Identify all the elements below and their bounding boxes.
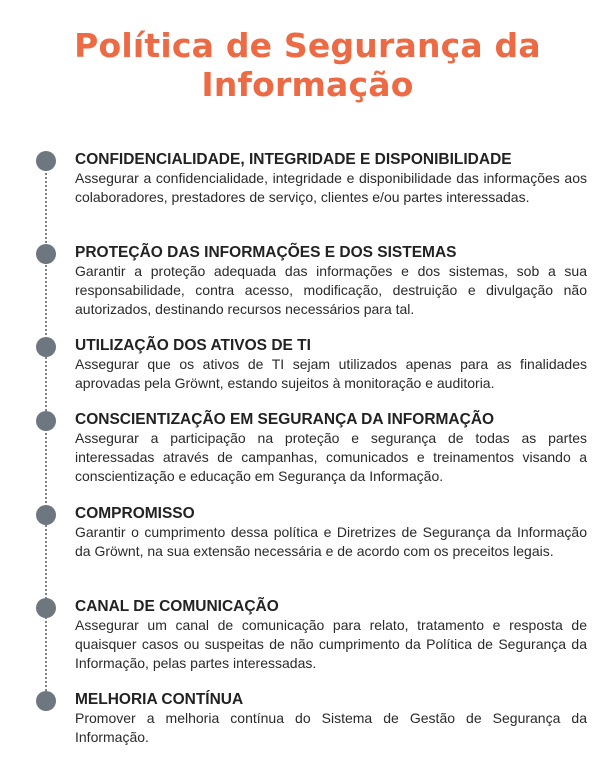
policy-item-heading: CANAL DE COMUNICAÇÃO — [75, 598, 279, 615]
bullet-dot — [36, 691, 56, 711]
bullet-dot — [36, 411, 56, 431]
policy-item-text: Garantir o cumprimento dessa política e Diretrizes de Segurança da Informação da Gröwnt, na sua extensão necessária e de acordo com os preceitos legais. — [75, 524, 587, 559]
page-title-line-2: Informação — [201, 65, 414, 104]
bullet-dot — [36, 244, 56, 264]
policy-item-heading: COMPROMISSO — [75, 505, 195, 522]
page-title-line-1: Política de Segurança da — [74, 26, 541, 65]
policy-item-text: Assegurar um canal de comunicação para relato, tratamento e resposta de quaisquer casos ou suspeitas de não cumprimento da Política de Segurança da Informação, pelas partes interessadas. — [75, 617, 587, 671]
policy-item-text: Promover a melhoria contínua do Sistema de Gestão de Segurança da Informação. — [75, 710, 587, 745]
bullet-dot — [36, 598, 56, 618]
bullet-dot — [36, 505, 56, 525]
bullet-dot — [36, 151, 56, 171]
policy-item-heading: CONSCIENTIZAÇÃO EM SEGURANÇA DA INFORMAÇÃO — [75, 411, 495, 428]
policy-item-text: Assegurar que os ativos de TI sejam utilizados apenas para as finalidades aprovadas pela Gröwnt, estando sujeitos à monitoração e auditoria. — [75, 356, 587, 391]
policy-item-heading: UTILIZAÇÃO DOS ATIVOS DE TI — [75, 337, 311, 354]
bullet-dot — [36, 337, 56, 357]
policy-item-heading: MELHORIA CONTÍNUA — [75, 691, 244, 708]
policy-item-text: Assegurar a participação na proteção e segurança de todas as partes interessadas através de campanhas, comunicados e treinamentos visando a conscientização e educação em Segurança da Informação. — [75, 430, 587, 484]
page-title — [0, 26, 615, 104]
policy-item-heading: CONFIDENCIALIDADE, INTEGRIDADE E DISPONIBILIDADE — [75, 151, 512, 168]
policy-item-text: Garantir a proteção adequada das informações e dos sistemas, sob a sua responsabilidade, contra acesso, modificação, destruição e divulgação não autorizados, destinando recursos necessários para tal. — [75, 263, 587, 317]
policy-item-text: Assegurar a confidencialidade, integridade e disponibilidade das informações aos colaboradores, prestadores de serviço, clientes e/ou partes interessadas. — [75, 170, 587, 205]
policy-item-heading: PROTEÇÃO DAS INFORMAÇÕES E DOS SISTEMAS — [75, 244, 457, 261]
